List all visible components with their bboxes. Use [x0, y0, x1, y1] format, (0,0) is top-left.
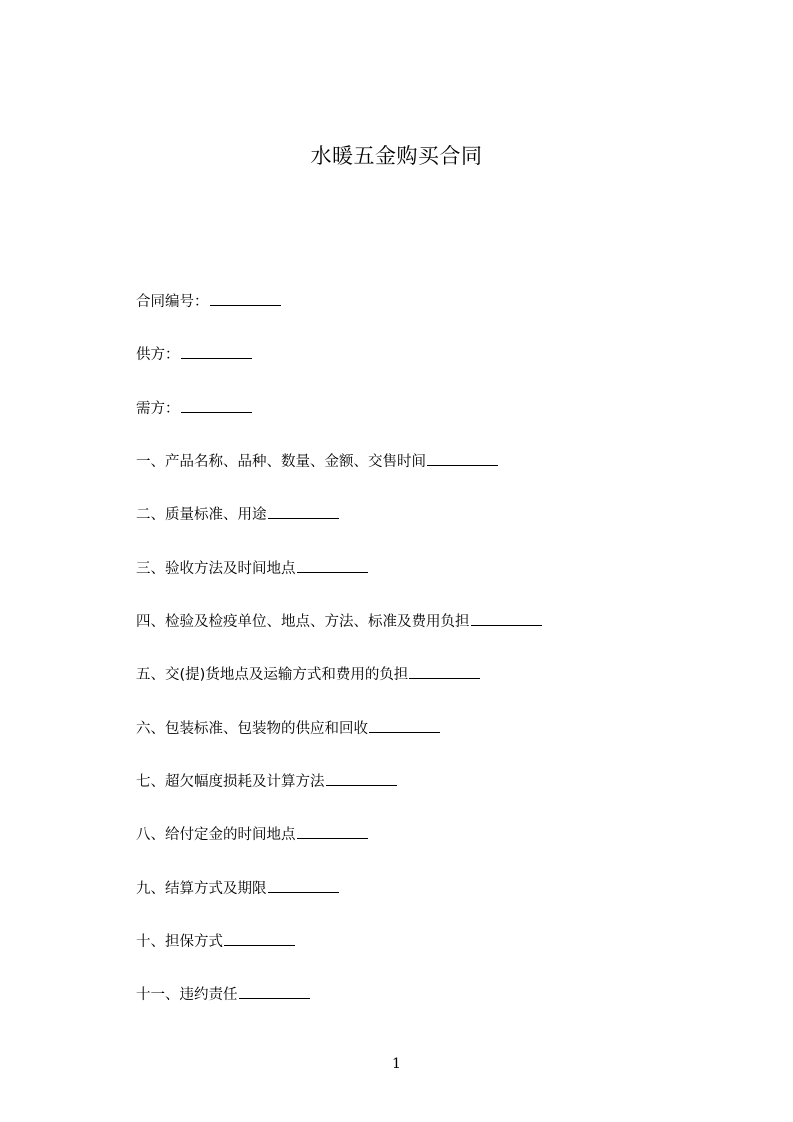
clause-5-line	[136, 663, 480, 685]
line-label: 一、产品名称、品种、数量、金额、交售时间	[136, 454, 426, 470]
fill-in-blank	[326, 770, 397, 786]
clause-4-line	[136, 610, 542, 632]
fill-in-blank	[210, 290, 281, 306]
line-label: 合同编号：	[136, 294, 209, 310]
line-label: 十一、违约责任	[136, 987, 238, 1003]
line-label: 九、结算方式及期限	[136, 881, 267, 897]
line-label: 供方：	[136, 347, 180, 363]
line-label: 七、超欠幅度损耗及计算方法	[136, 774, 325, 790]
fill-in-blank	[297, 557, 368, 573]
page-number: 1	[392, 1056, 401, 1072]
clause-10-line	[136, 930, 295, 952]
clause-11-line	[136, 983, 310, 1005]
fill-in-blank	[224, 930, 295, 946]
line-label: 十、担保方式	[136, 934, 223, 950]
fill-in-blank	[369, 717, 440, 733]
line-label: 三、验收方法及时间地点	[136, 561, 296, 577]
document-title: 水暖五金购买合同	[310, 144, 483, 168]
clause-1-line	[136, 450, 498, 472]
line-label: 二、质量标准、用途	[136, 507, 267, 523]
clause-7-line	[136, 770, 397, 792]
fill-in-blank	[409, 663, 480, 679]
clause-9-line	[136, 877, 339, 899]
buyer-line	[136, 397, 252, 419]
clause-2-line	[136, 503, 339, 525]
fill-in-blank	[239, 983, 310, 999]
line-label: 八、给付定金的时间地点	[136, 827, 296, 843]
line-label: 需方：	[136, 401, 180, 417]
fill-in-blank	[427, 450, 498, 466]
fill-in-blank	[181, 343, 252, 359]
supplier-line	[136, 343, 252, 365]
line-label: 六、包装标准、包装物的供应和回收	[136, 721, 368, 737]
fill-in-blank	[268, 503, 339, 519]
clause-8-line	[136, 823, 368, 845]
fill-in-blank	[181, 397, 252, 413]
line-label: 五、交(提)货地点及运输方式和费用的负担	[136, 667, 409, 683]
fill-in-blank	[268, 877, 339, 893]
line-label: 四、检验及检疫单位、地点、方法、标准及费用负担	[136, 614, 470, 630]
fill-in-blank	[297, 823, 368, 839]
contract-number-line	[136, 290, 281, 312]
clause-3-line	[136, 557, 368, 579]
fill-in-blank	[471, 610, 542, 626]
clause-6-line	[136, 717, 440, 739]
